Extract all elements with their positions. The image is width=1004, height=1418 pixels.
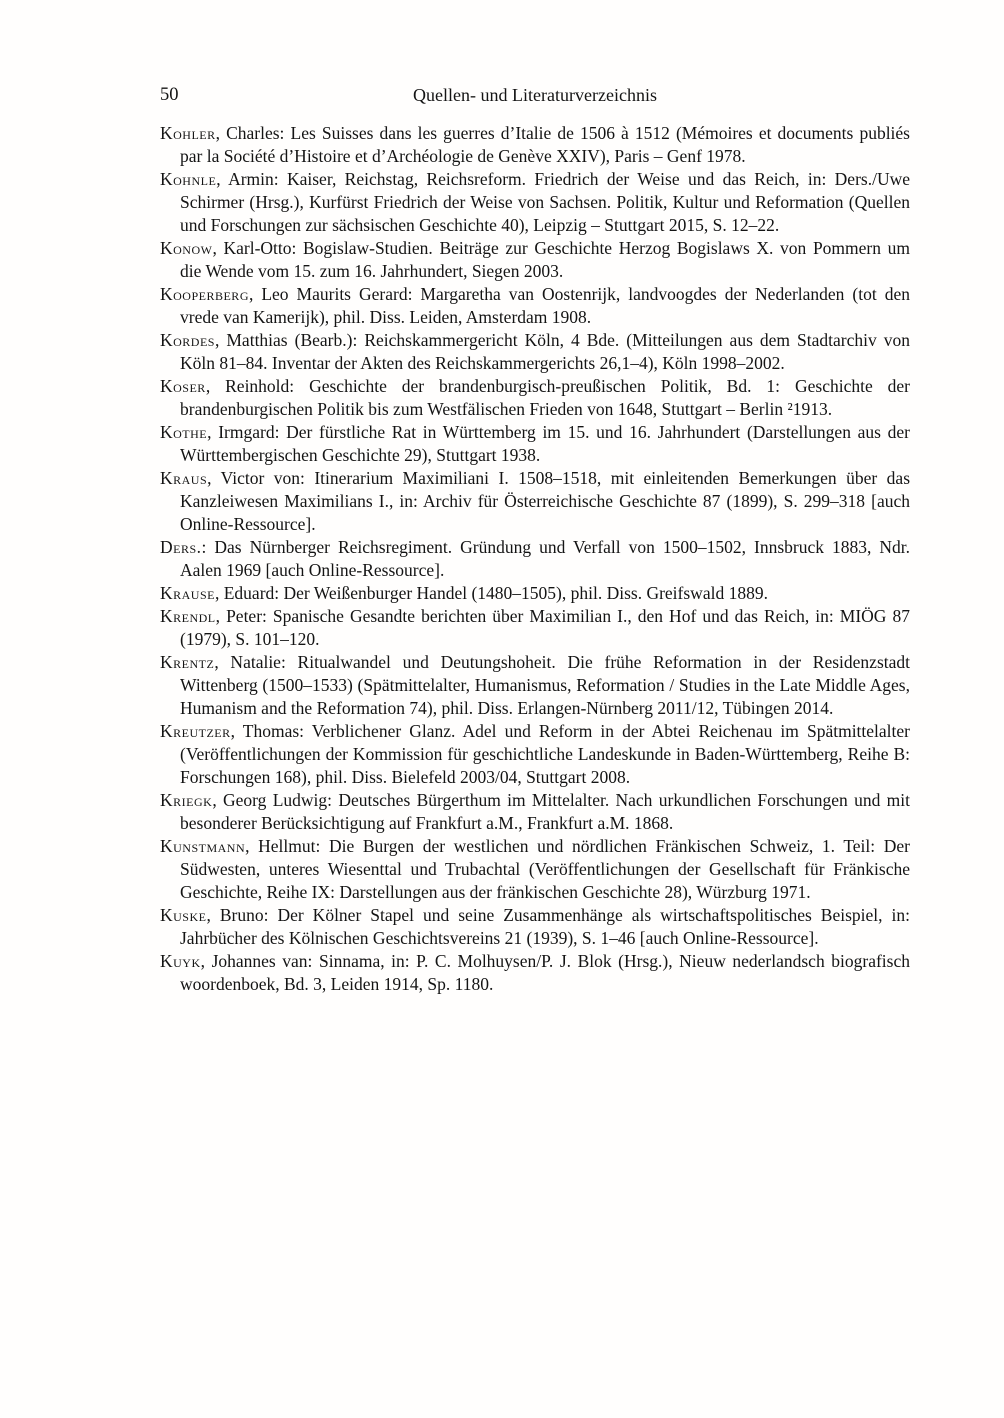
entry-author: Kooperberg xyxy=(160,284,249,304)
entry-author: Kuyk xyxy=(160,951,201,971)
bibliography-entry xyxy=(160,904,910,950)
entry-text: , Leo Maurits Gerard: Margaretha van Oostenrijk, landvoogdes der Nederlanden (tot den vrede van Kamerijk), phil. Diss. Leiden, Amsterdam 1908. xyxy=(180,284,910,327)
entry-author: Ders. xyxy=(160,537,202,557)
bibliography-entry xyxy=(160,720,910,789)
page-number: 50 xyxy=(160,85,179,105)
bibliography-entry xyxy=(160,789,910,835)
bibliography-entry xyxy=(160,651,910,720)
bibliography-entry xyxy=(160,237,910,283)
entry-author: Kuske xyxy=(160,905,207,925)
bibliography-entry xyxy=(160,835,910,904)
entry-author: Kohler xyxy=(160,123,216,143)
entry-text: , Peter: Spanische Gesandte berichten über Maximilian I., den Hof und das Reich, in: MIÖG 87 (1979), S. 101–120. xyxy=(180,606,910,649)
entry-text: , Eduard: Der Weißenburger Handel (1480–1505), phil. Diss. Greifswald 1889. xyxy=(214,583,768,603)
running-head-title: Quellen- und Literaturverzeichnis xyxy=(413,85,657,105)
entry-author: Konow xyxy=(160,238,213,258)
entry-text: , Johannes van: Sinnama, in: P. C. Molhuysen/P. J. Blok (Hrsg.), Nieuw nederlandsch biografisch woordenboek, Bd. 3, Leiden 1914, Sp. 1180. xyxy=(180,951,910,994)
entry-text: , Hellmut: Die Burgen der westlichen und nördlichen Fränkischen Schweiz, 1. Teil: Der Südwesten, unteres Wiesenttal und Trubachtal (Veröffentlichungen der Gesellschaft für Fränkische Geschichte, Reihe IX: Darstellungen aus der fränkischen Geschichte 28), Würzburg 1971. xyxy=(180,836,910,902)
entry-author: Koser xyxy=(160,376,206,396)
bibliography-entry xyxy=(160,950,910,996)
bibliography-entry xyxy=(160,605,910,651)
bibliography-entry xyxy=(160,375,910,421)
bibliography-list xyxy=(160,122,910,996)
entry-author: Kraus xyxy=(160,468,208,488)
entry-author: Kunstmann xyxy=(160,836,246,856)
entry-text: , Victor von: Itinerarium Maximiliani I. 1508–1518, mit einleitenden Bemerkungen über das Kanzleiwesen Maximilians I., in: Archiv für Österreichische Geschichte 87 (1899), S. 299–318 [auch Online-Ressource]. xyxy=(180,468,910,534)
entry-text: , Reinhold: Geschichte der brandenburgisch-preußischen Politik, Bd. 1: Geschichte der brandenburgischen Politik bis zum Westfälischen Frieden von 1648, Stuttgart – Berlin ²1913. xyxy=(180,376,910,419)
entry-author: Kriegk xyxy=(160,790,213,810)
entry-text: , Thomas: Verblichener Glanz. Adel und Reform in der Abtei Reichenau im Spätmittelalter (Veröffentlichungen der Kommission für geschichtliche Landeskunde in Baden-Württemberg, Reihe B: Forschungen 168), phil. Diss. Bielefeld 2003/04, Stuttgart 2008. xyxy=(180,721,910,787)
entry-author: Kreutzer xyxy=(160,721,231,741)
page-header xyxy=(160,84,910,107)
entry-author: Kordes xyxy=(160,330,215,350)
entry-text: , Natalie: Ritualwandel und Deutungshoheit. Die frühe Reformation in der Residenzstadt Wittenberg (1500–1533) (Spätmittelalter, Humanismus, Reformation / Studies in the Late Middle Ages, Humanism and the Reformation 74), phil. Diss. Erlangen-Nürnberg 2011/12, Tübingen 2014. xyxy=(180,652,910,718)
bibliography-entry xyxy=(160,122,910,168)
entry-author: Kothe xyxy=(160,422,208,442)
entry-text: , Irmgard: Der fürstliche Rat in Württemberg im 15. und 16. Jahrhundert (Darstellungen aus der Württembergischen Geschichte 29), Stuttgart 1938. xyxy=(180,422,910,465)
bibliography-entry xyxy=(160,582,910,605)
entry-text: , Matthias (Bearb.): Reichskammergericht Köln, 4 Bde. (Mitteilungen aus dem Stadtarchiv von Köln 81–84. Inventar der Akten des Reichskammergerichts 26,1–4), Köln 1998–2002. xyxy=(180,330,910,373)
entry-author: Krentz xyxy=(160,652,215,672)
bibliography-entry xyxy=(160,283,910,329)
entry-author: Krause xyxy=(160,583,215,603)
entry-text: : Das Nürnberger Reichsregiment. Gründung und Verfall von 1500–1502, Innsbruck 1883, Ndr. Aalen 1969 [auch Online-Ressource]. xyxy=(180,537,910,580)
entry-text: , Bruno: Der Kölner Stapel und seine Zusammenhänge als wirtschaftspolitisches Beispiel, in: Jahrbücher des Kölnischen Geschichtsvereins 21 (1939), S. 1–46 [auch Online-Ressource]. xyxy=(180,905,910,948)
entry-text: , Armin: Kaiser, Reichstag, Reichsreform. Friedrich der Weise und das Reich, in: Ders./Uwe Schirmer (Hrsg.), Kurfürst Friedrich der Weise von Sachsen. Politik, Kultur und Reformation (Quellen und Forschungen zur sächsischen Geschichte 40), Leipzig – Stuttgart 2015, S. 12–22. xyxy=(180,169,910,235)
entry-text: , Georg Ludwig: Deutsches Bürgerthum im Mittelalter. Nach urkundlichen Forschungen und mit besonderer Berücksichtigung auf Frankfurt a.M., Frankfurt a.M. 1868. xyxy=(180,790,910,833)
bibliography-entry xyxy=(160,421,910,467)
bibliography-entry xyxy=(160,329,910,375)
entry-text: , Karl-Otto: Bogislaw-Studien. Beiträge zur Geschichte Herzog Bogislaws X. von Pommern um die Wende vom 15. zum 16. Jahrhundert, Siegen 2003. xyxy=(180,238,910,281)
entry-author: Kohnle xyxy=(160,169,217,189)
bibliography-entry xyxy=(160,467,910,536)
entry-text: , Charles: Les Suisses dans les guerres d’Italie de 1506 à 1512 (Mémoires et documents publiés par la Société d’Histoire et d’Archéologie de Genève XXIV), Paris – Genf 1978. xyxy=(180,123,910,166)
entry-author: Krendl xyxy=(160,606,216,626)
bibliography-entry xyxy=(160,168,910,237)
bibliography-entry xyxy=(160,536,910,582)
